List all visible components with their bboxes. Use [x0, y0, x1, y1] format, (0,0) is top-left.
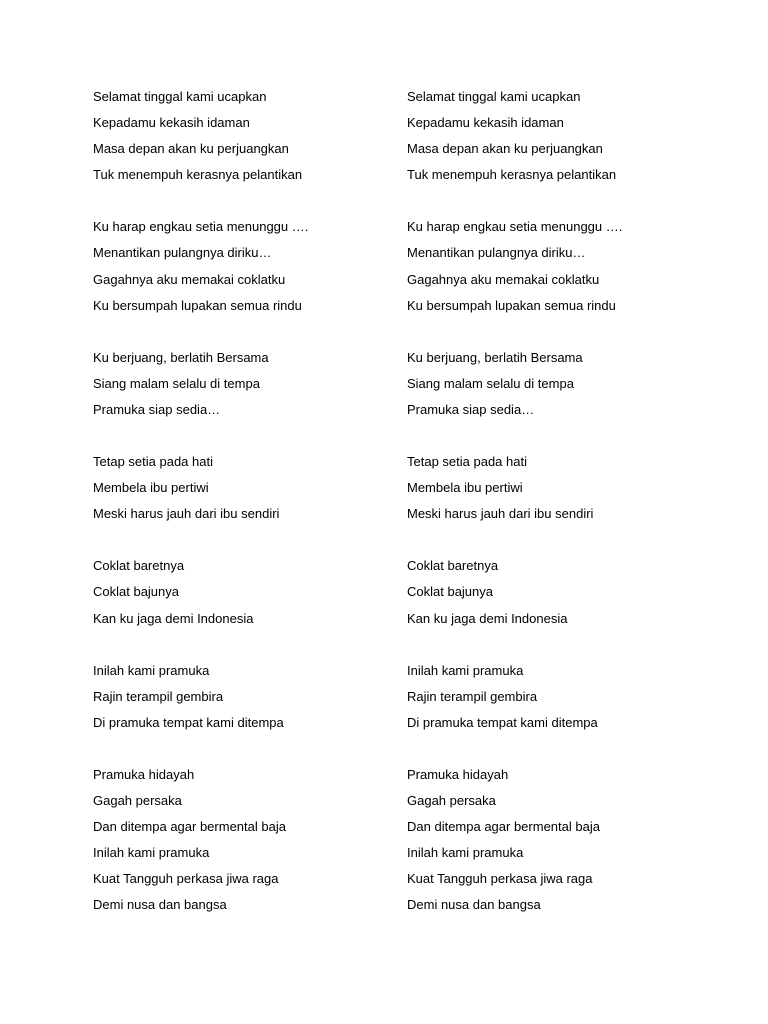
- lyric-line: Inilah kami pramuka: [407, 662, 524, 678]
- lyric-line: Siang malam selalu di tempa: [407, 375, 574, 391]
- lyric-line: Tuk menempuh kerasnya pelantikan: [407, 167, 617, 183]
- lyric-line: Kepadamu kekasih idaman: [93, 115, 250, 131]
- lyric-line: Kan ku jaga demi Indonesia: [407, 610, 568, 626]
- lyric-line: Menantikan pulangnya diriku…: [93, 245, 272, 261]
- stanza: [93, 345, 393, 423]
- lyric-line: Ku harap engkau setia menunggu ….: [93, 219, 309, 235]
- lyric-line: Coklat baretnya: [93, 558, 185, 574]
- lyric-line: Gagah persaka: [407, 792, 496, 808]
- stanza: [407, 658, 707, 736]
- lyric-line: Inilah kami pramuka: [93, 845, 210, 861]
- stanza: [407, 553, 707, 631]
- left-column: [93, 84, 393, 944]
- stanza: [407, 762, 707, 919]
- stanza: [93, 553, 393, 631]
- lyric-line: Inilah kami pramuka: [407, 845, 524, 861]
- lyric-line: Ku berjuang, berlatih Bersama: [407, 349, 583, 365]
- lyric-line: Kuat Tangguh perkasa jiwa raga: [407, 871, 593, 887]
- lyric-line: Ku harap engkau setia menunggu ….: [407, 219, 623, 235]
- lyric-line: Selamat tinggal kami ucapkan: [93, 89, 267, 104]
- lyric-line: Meski harus jauh dari ibu sendiri: [93, 506, 280, 522]
- lyric-line: Gagahnya aku memakai coklatku: [93, 271, 286, 287]
- lyric-line: Meski harus jauh dari ibu sendiri: [407, 506, 594, 522]
- lyric-line: Gagah persaka: [93, 792, 182, 808]
- lyric-line: Pramuka hidayah: [407, 766, 509, 782]
- stanza: [93, 214, 393, 318]
- lyric-line: Di pramuka tempat kami ditempa: [93, 714, 284, 730]
- lyric-line: Pramuka hidayah: [93, 766, 195, 782]
- stanza: [93, 449, 393, 527]
- lyric-line: Rajin terampil gembira: [407, 688, 538, 704]
- lyric-line: Di pramuka tempat kami ditempa: [407, 714, 598, 730]
- stanza: [407, 449, 707, 527]
- lyric-line: Kan ku jaga demi Indonesia: [93, 610, 254, 626]
- lyric-line: Demi nusa dan bangsa: [93, 897, 227, 913]
- stanza: [93, 658, 393, 736]
- stanza: [93, 762, 393, 919]
- lyric-line: Selamat tinggal kami ucapkan: [407, 89, 581, 104]
- lyric-line: Membela ibu pertiwi: [407, 480, 523, 496]
- lyric-line: Tetap setia pada hati: [93, 454, 213, 470]
- lyric-line: Dan ditempa agar bermental baja: [407, 819, 600, 835]
- lyric-line: Coklat bajunya: [93, 584, 179, 600]
- lyric-line: Coklat bajunya: [407, 584, 493, 600]
- lyric-line: Pramuka siap sedia…: [407, 401, 535, 417]
- lyric-line: Inilah kami pramuka: [93, 662, 210, 678]
- lyric-line: Coklat baretnya: [407, 558, 499, 574]
- lyric-line: Membela ibu pertiwi: [93, 480, 209, 496]
- lyric-line: Tuk menempuh kerasnya pelantikan: [93, 167, 303, 183]
- lyric-line: Masa depan akan ku perjuangkan: [407, 141, 603, 157]
- lyric-line: Rajin terampil gembira: [93, 688, 224, 704]
- lyric-line: Kuat Tangguh perkasa jiwa raga: [93, 871, 279, 887]
- lyric-line: Menantikan pulangnya diriku…: [407, 245, 586, 261]
- lyric-line: Ku bersumpah lupakan semua rindu: [93, 297, 302, 313]
- lyric-line: Pramuka siap sedia…: [93, 401, 221, 417]
- lyric-line: Gagahnya aku memakai coklatku: [407, 271, 600, 287]
- stanza: [407, 84, 707, 188]
- stanza: [407, 214, 707, 318]
- stanza: [93, 84, 393, 188]
- stanza: [407, 345, 707, 423]
- lyric-line: Dan ditempa agar bermental baja: [93, 819, 286, 835]
- lyric-line: Tetap setia pada hati: [407, 454, 527, 470]
- lyric-line: Ku bersumpah lupakan semua rindu: [407, 297, 616, 313]
- lyric-line: Masa depan akan ku perjuangkan: [93, 141, 289, 157]
- lyric-line: Ku berjuang, berlatih Bersama: [93, 349, 269, 365]
- lyric-line: Kepadamu kekasih idaman: [407, 115, 564, 131]
- right-column: [407, 84, 707, 944]
- lyric-line: Demi nusa dan bangsa: [407, 897, 541, 913]
- lyric-line: Siang malam selalu di tempa: [93, 375, 260, 391]
